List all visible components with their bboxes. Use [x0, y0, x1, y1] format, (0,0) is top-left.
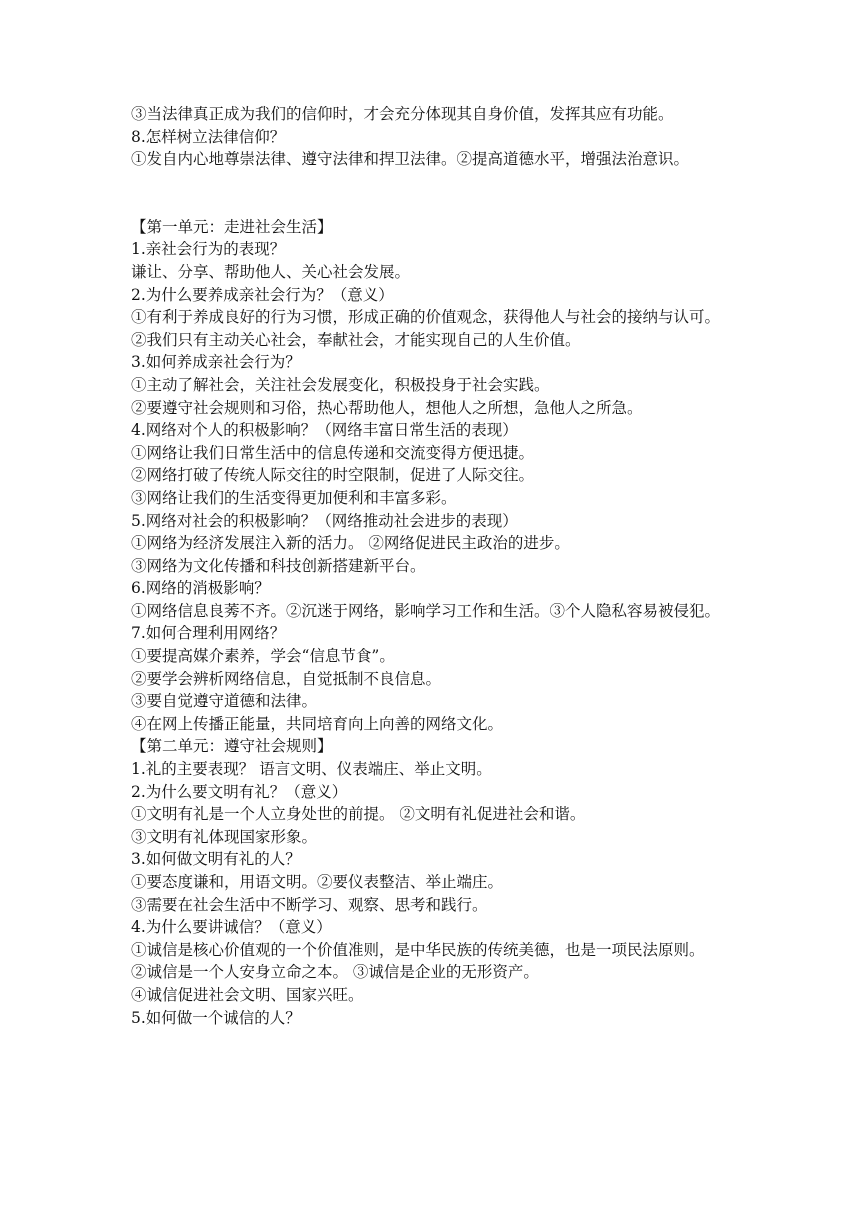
text-line: ①要态度谦和，用语文明。②要仪表整洁、举止端庄。: [131, 873, 504, 891]
text-line: ②要学会辨析网络信息，自觉抵制不良信息。: [131, 669, 442, 688]
question-heading: 3.如何养成亲社会行为？: [131, 353, 301, 372]
question-heading: 2.为什么要文明有礼？（意义）: [131, 782, 348, 801]
question-heading: 3.如何做文明有礼的人？: [131, 850, 301, 869]
question-heading: 7.如何合理利用网络？: [131, 624, 286, 643]
text-line: ②我们只有主动关心社会，奉献社会，才能实现自己的人生价值。: [131, 330, 581, 349]
document-text: [131, 103, 741, 1029]
text-line: 谦让、分享、帮助他人、关心社会发展。: [131, 262, 411, 281]
text-line: ①诚信是核心价值观的一个价值准则，是中华民族的传统美德，也是一项民法原则。: [131, 940, 705, 959]
question-heading: 5.如何做一个诚信的人？: [131, 1008, 301, 1027]
text-line: ①网络为经济发展注入新的活力。 ②网络促进民主政治的进步。: [131, 534, 570, 553]
text-line: ④在网上传播正能量，共同培育向上向善的网络文化。: [131, 714, 504, 733]
text-line: ③当法律真正成为我们的信仰时，才会充分体现其自身价值，发挥其应有功能。: [131, 105, 674, 123]
text-line: ③文明有礼体现国家形象。: [131, 827, 318, 846]
question-heading: 5.网络对社会的积极影响？（网络推动社会进步的表现）: [131, 511, 518, 530]
unit-heading: 【第二单元：遵守社会规则】: [131, 737, 333, 756]
text-line: ①网络让我们日常生活中的信息传递和交流变得方便迅捷。: [131, 443, 535, 462]
question-heading: 1.亲社会行为的表现？: [131, 240, 286, 259]
text-line: ①网络信息良莠不齐。②沉迷于网络，影响学习工作和生活。③个人隐私容易被侵犯。: [131, 601, 721, 620]
text-line: ③网络为文化传播和科技创新搭建新平台。: [131, 556, 426, 575]
unit-heading: 【第一单元：走进社会生活】: [131, 217, 333, 236]
text-line: ④诚信促进社会文明、国家兴旺。: [131, 985, 364, 1004]
question-heading: 1.礼的主要表现？ 语言文明、仪表端庄、举止文明。: [131, 760, 492, 779]
question-heading: 6.网络的消极影响？: [131, 579, 270, 598]
text-line: ①主动了解社会，关注社会发展变化，积极投身于社会实践。: [131, 375, 550, 394]
text-line: ②网络打破了传统人际交往的时空限制，促进了人际交往。: [131, 466, 535, 485]
text-line: ③要自觉遵守道德和法律。: [131, 692, 318, 711]
text-line: ①要提高媒介素养，学会“信息节食”。: [131, 647, 395, 666]
question-heading: 4.网络对个人的积极影响？（网络丰富日常生活的表现）: [131, 421, 518, 440]
text-line: ③网络让我们的生活变得更加便利和丰富多彩。: [131, 488, 457, 507]
paragraph-gap: [131, 171, 741, 216]
question-heading: 4.为什么要讲诚信？（意义）: [131, 918, 332, 937]
text-line: ①文明有礼是一个人立身处世的前提。 ②文明有礼促进社会和谐。: [131, 805, 586, 824]
question-heading: 8.怎样树立法律信仰？: [131, 127, 286, 146]
text-line: ③需要在社会生活中不断学习、观察、思考和践行。: [131, 895, 488, 914]
text-line: ②要遵守社会规则和习俗，热心帮助他人，想他人之所想，急他人之所急。: [131, 398, 643, 417]
text-line: ①有利于养成良好的行为习惯，形成正确的价值观念，获得他人与社会的接纳与认可。: [131, 308, 721, 327]
question-heading: 2.为什么要养成亲社会行为？（意义）: [131, 285, 394, 304]
text-line: ②诚信是一个人安身立命之本。 ③诚信是企业的无形资产。: [131, 963, 539, 982]
text-line: ①发自内心地尊崇法律、遵守法律和捍卫法律。②提高道德水平，增强法治意识。: [131, 150, 690, 169]
